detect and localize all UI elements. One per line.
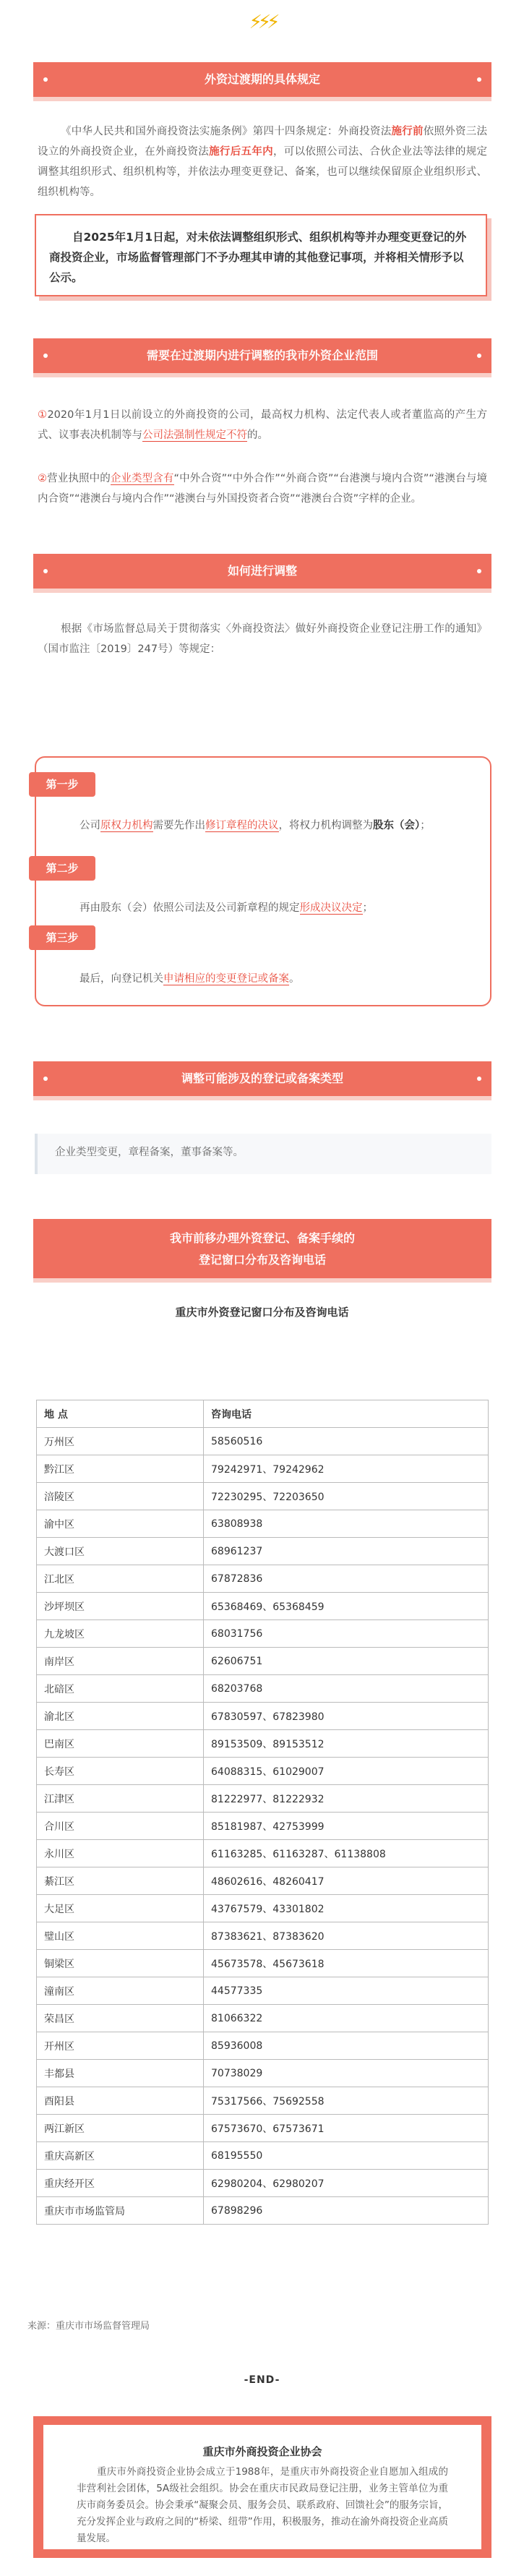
table-row xyxy=(37,1813,489,1840)
table-row xyxy=(37,2115,489,2142)
notice-text: 自2025年1月1日起，对未依法调整组织形式、组织机构等并办理变更登记的外商投资企业，市场监督管理部门不予办理其申请的其他登记事项，并将相关情形予以公示。 xyxy=(49,231,467,284)
section-banner-scope xyxy=(33,338,491,373)
section-banner-registration-types xyxy=(33,1061,491,1096)
cell-place: 江北区 xyxy=(37,1565,204,1593)
table-row xyxy=(37,1730,489,1758)
cell-phone: 44577335 xyxy=(204,1977,489,2005)
cell-phone: 75317566、75692558 xyxy=(204,2087,489,2115)
cell-phone: 79242971、79242962 xyxy=(204,1455,489,1483)
section-title: 调整可能涉及的登记或备案类型 xyxy=(181,1071,343,1085)
cell-place: 永川区 xyxy=(37,1840,204,1867)
contacts-table xyxy=(36,1400,489,2225)
cell-place: 黔江区 xyxy=(37,1455,204,1483)
section-title: 如何进行调整 xyxy=(227,564,297,578)
association-description: 重庆市外商投资企业协会成立于1988年，是重庆市外商投资企业自愿加入组成的非营利社会团体，5A级社会组织。协会在重庆市民政局登记注册，业务主管单位为重庆市商务委员会。协会秉承“凝聚会员、服务会员、联系政府、回馈社会”的服务宗旨，充分发挥企业与政府之间的“桥梁、纽带”作用，积极服务，推动在渝外商投资企业高质量发展。 xyxy=(77,2466,448,2544)
table-row xyxy=(37,1703,489,1730)
table-row xyxy=(37,1950,489,1977)
cell-place: 合川区 xyxy=(37,1813,204,1840)
column-header-place: 地 点 xyxy=(37,1400,204,1428)
cell-phone: 85936008 xyxy=(204,2032,489,2060)
cell-place: 重庆经开区 xyxy=(37,2170,204,2197)
cell-place: 长寿区 xyxy=(37,1758,204,1785)
section-title: 外资过渡期的具体规定 xyxy=(204,72,320,86)
cell-place: 巴南区 xyxy=(37,1730,204,1758)
cell-phone: 70738029 xyxy=(204,2060,489,2087)
cell-phone: 48602616、48260417 xyxy=(204,1867,489,1895)
cell-phone: 72230295、72203650 xyxy=(204,1483,489,1510)
cell-phone: 64088315、61029007 xyxy=(204,1758,489,1785)
cell-place: 开州区 xyxy=(37,2032,204,2060)
scope-item-1: ①2020年1月1日以前设立的外商投资的公司，最高权力机构、法定代表人或者董监高的产生方式、议事表决机制等与公司法强制性规定不符的。 xyxy=(38,409,487,441)
section-title: 需要在过渡期内进行调整的我市外资企业范围 xyxy=(146,348,378,362)
cell-phone: 67898296 xyxy=(204,2197,489,2225)
cell-phone: 62980204、62980207 xyxy=(204,2170,489,2197)
scope-item-2: ②营业执照中的企业类型含有“中外合资”“中外合作”“外商合资”“台港澳与境内合资”“港澳台与境内合资”“港澳台与境内合作”“港澳台与外国投资者合资”“港澳台合资”字样的企业。 xyxy=(38,473,488,505)
association-box xyxy=(33,2416,491,2558)
cell-place: 沙坪坝区 xyxy=(37,1593,204,1620)
cell-phone: 68961237 xyxy=(204,1538,489,1565)
cell-place: 南岸区 xyxy=(37,1648,204,1675)
cell-place: 重庆市市场监管局 xyxy=(37,2197,204,2225)
cell-place: 璧山区 xyxy=(37,1922,204,1950)
table-row xyxy=(37,1895,489,1922)
step-2-tag: 第二步 xyxy=(29,856,95,881)
cell-place: 万州区 xyxy=(37,1428,204,1455)
paragraph-notice-reference: 根据《市场监督总局关于贯彻落实〈外商投资法〉做好外商投资企业登记注册工作的通知》（国市监注〔2019〕247号）等规定： xyxy=(38,623,487,655)
step-1-text: 公司原权力机构需要先作出修订章程的决议，将权力机构调整为股东（会）； xyxy=(80,820,431,831)
table-row xyxy=(37,2032,489,2060)
cell-place: 渝北区 xyxy=(37,1703,204,1730)
step-3-text: 最后，向登记机关申请相应的变更登记或备案。 xyxy=(80,973,300,985)
table-row xyxy=(37,2087,489,2115)
table-row xyxy=(37,2060,489,2087)
table-header-row xyxy=(37,1400,489,1428)
column-header-phone: 咨询电话 xyxy=(204,1400,489,1428)
cell-place: 九龙坡区 xyxy=(37,1620,204,1648)
cell-place: 綦江区 xyxy=(37,1867,204,1895)
cell-phone: 67573670、67573671 xyxy=(204,2115,489,2142)
step-3-tag: 第三步 xyxy=(29,925,95,950)
cell-phone: 67830597、67823980 xyxy=(204,1703,489,1730)
cell-phone: 81222977、81222932 xyxy=(204,1785,489,1813)
source-note: 来源：重庆市市场监督管理局 xyxy=(27,2321,150,2332)
table-row xyxy=(37,2170,489,2197)
registration-types-bar xyxy=(35,1134,491,1174)
lightning-bolts-icon: ⚡⚡⚡ xyxy=(249,12,276,33)
cell-phone: 43767579、43301802 xyxy=(204,1895,489,1922)
cell-place: 大足区 xyxy=(37,1895,204,1922)
table-row xyxy=(37,1483,489,1510)
section-banner-windows xyxy=(33,1219,491,1278)
cell-phone: 63808938 xyxy=(204,1510,489,1538)
cell-phone: 89153509、89153512 xyxy=(204,1730,489,1758)
cell-phone: 67872836 xyxy=(204,1565,489,1593)
cell-place: 渝中区 xyxy=(37,1510,204,1538)
cell-place: 丰都县 xyxy=(37,2060,204,2087)
notice-box xyxy=(35,214,487,296)
cell-place: 荣昌区 xyxy=(37,2005,204,2032)
cell-phone: 85181987、42753999 xyxy=(204,1813,489,1840)
table-row xyxy=(37,1675,489,1703)
cell-place: 江津区 xyxy=(37,1785,204,1813)
paragraph-regulation: 《中华人民共和国外商投资法实施条例》第四十四条规定：外商投资法施行前依照外资三法设立的外商投资企业，在外商投资法施行后五年内，可以依照公司法、合伙企业法等法律的规定调整其组织形式、组织机构等，并依法办理变更登记、备案，也可以继续保留原企业组织形式、组织机构等。 xyxy=(38,126,488,198)
table-row xyxy=(37,1785,489,1813)
cell-phone: 58560516 xyxy=(204,1428,489,1455)
table-row xyxy=(37,1648,489,1675)
table-row xyxy=(37,1867,489,1895)
section-banner-transition-rules xyxy=(33,62,491,97)
cell-place: 潼南区 xyxy=(37,1977,204,2005)
cell-phone: 81066322 xyxy=(204,2005,489,2032)
section-banner-how-to-adjust xyxy=(33,554,491,589)
cell-place: 涪陵区 xyxy=(37,1483,204,1510)
cell-place: 铜梁区 xyxy=(37,1950,204,1977)
cell-place: 北碚区 xyxy=(37,1675,204,1703)
table-row xyxy=(37,1428,489,1455)
table-row xyxy=(37,1538,489,1565)
table-row xyxy=(37,1977,489,2005)
cell-phone: 45673578、45673618 xyxy=(204,1950,489,1977)
cell-place: 大渡口区 xyxy=(37,1538,204,1565)
table-title: 重庆市外资登记窗口分布及咨询电话 xyxy=(175,1306,349,1319)
cell-phone: 68031756 xyxy=(204,1620,489,1648)
cell-place: 酉阳县 xyxy=(37,2087,204,2115)
step-1-tag: 第一步 xyxy=(29,772,95,797)
table-row xyxy=(37,1922,489,1950)
table-row xyxy=(37,1620,489,1648)
table-row xyxy=(37,1758,489,1785)
cell-phone: 68203768 xyxy=(204,1675,489,1703)
cell-place: 重庆高新区 xyxy=(37,2142,204,2170)
section-title-line-2: 登记窗口分布及咨询电话 xyxy=(198,1253,326,1267)
step-2-text: 再由股东（会）依照公司法及公司新章程的规定形成决议决定； xyxy=(80,902,373,914)
table-row xyxy=(37,2005,489,2032)
cell-phone: 87383621、87383620 xyxy=(204,1922,489,1950)
table-row xyxy=(37,2197,489,2225)
table-row xyxy=(37,1840,489,1867)
table-row xyxy=(37,1510,489,1538)
association-name: 重庆市外商投资企业协会 xyxy=(202,2445,322,2458)
table-row xyxy=(37,1593,489,1620)
end-mark: -END- xyxy=(244,2374,280,2386)
cell-phone: 65368469、65368459 xyxy=(204,1593,489,1620)
registration-types-text: 企业类型变更，章程备案，董事备案等。 xyxy=(55,1147,244,1158)
cell-phone: 62606751 xyxy=(204,1648,489,1675)
cell-phone: 68195550 xyxy=(204,2142,489,2170)
cell-phone: 61163285、61163287、61138808 xyxy=(204,1840,489,1867)
table-row xyxy=(37,1455,489,1483)
table-row xyxy=(37,1565,489,1593)
cell-place: 两江新区 xyxy=(37,2115,204,2142)
section-title-line-1: 我市前移办理外资登记、备案手续的 xyxy=(169,1231,355,1245)
table-row xyxy=(37,2142,489,2170)
